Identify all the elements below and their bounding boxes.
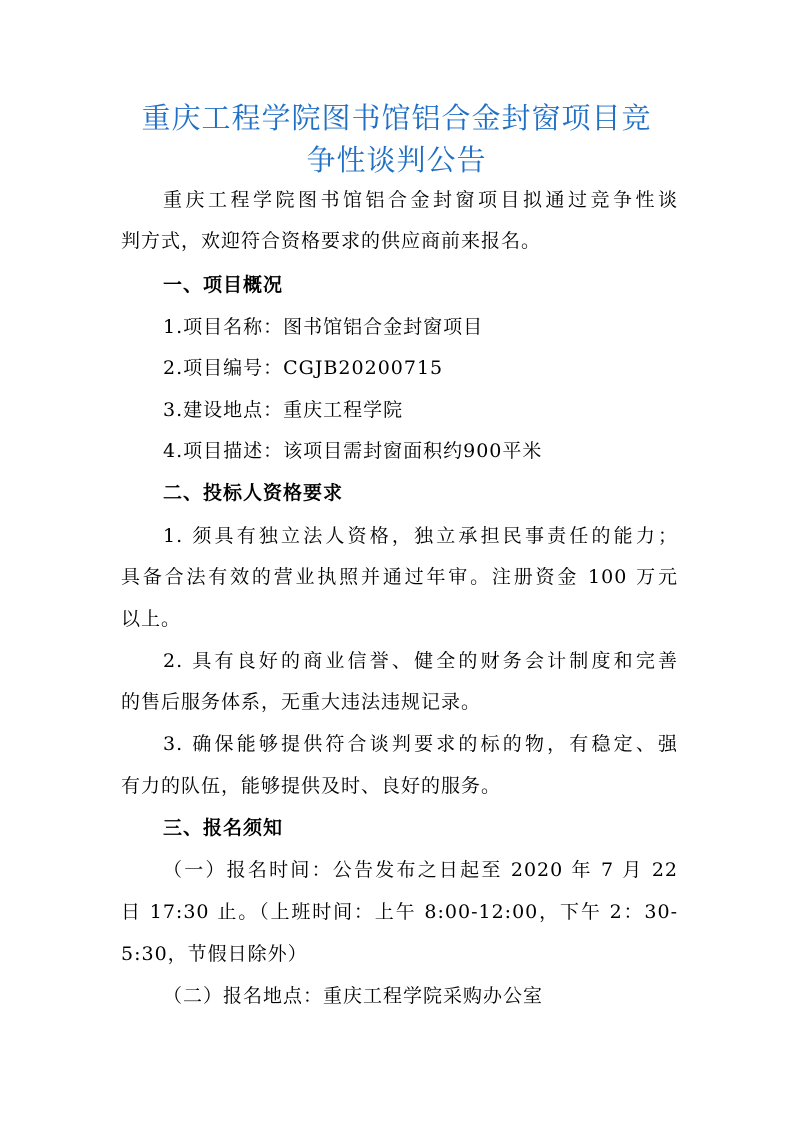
section-2-item-2-line-1: 2. 具有良好的商业信誉、健全的财务会计制度和完善 <box>163 650 678 672</box>
intro-line-2: 判方式，欢迎符合资格要求的供应商前来报名。 <box>121 230 542 252</box>
section-3-item-1-line-3: 5:30，节假日除外） <box>121 943 308 965</box>
section-2-item-1-line-2: 具备合法有效的营业执照并通过年审。注册资金 100 万元 <box>121 566 678 588</box>
section-3-item-1-line-2: 日 17:30 止。（上班时间：上午 8:00-12:00，下午 2：30- <box>121 901 678 923</box>
section-1-item-location: 3.建设地点：重庆工程学院 <box>163 399 404 421</box>
intro-line-1: 重庆工程学院图书馆铝合金封窗项目拟通过竞争性谈 <box>163 189 678 211</box>
section-2-item-1-line-1: 1. 须具有独立法人资格，独立承担民事责任的能力； <box>163 525 678 547</box>
section-3-item-2-line-1: （二）报名地点：重庆工程学院采购办公室 <box>163 985 544 1007</box>
page-title-line-1: 重庆工程学院图书馆铝合金封窗项目竞 <box>141 101 652 135</box>
page-title-line-2: 争性谈判公告 <box>306 143 487 177</box>
section-2-heading: 二、投标人资格要求 <box>163 482 344 504</box>
section-1-item-description: 4.项目描述：该项目需封窗面积约900平米 <box>163 440 543 462</box>
section-3-item-1-line-1: （一）报名时间：公告发布之日起至 2020 年 7 月 22 <box>163 859 678 881</box>
section-2-item-2-line-2: 的售后服务体系，无重大违法违规记录。 <box>121 691 482 713</box>
section-2-item-1-line-3: 以上。 <box>121 608 182 630</box>
section-3-heading: 三、报名须知 <box>163 817 284 839</box>
section-1-item-name: 1.项目名称：图书馆铝合金封窗项目 <box>163 316 484 338</box>
section-1-heading: 一、项目概况 <box>163 274 284 296</box>
section-2-item-3-line-2: 有力的队伍，能够提供及时、良好的服务。 <box>121 775 502 797</box>
section-1-item-number: 2.项目编号：CGJB20200715 <box>163 357 444 379</box>
section-2-item-3-line-1: 3. 确保能够提供符合谈判要求的标的物，有稳定、强 <box>163 733 678 755</box>
